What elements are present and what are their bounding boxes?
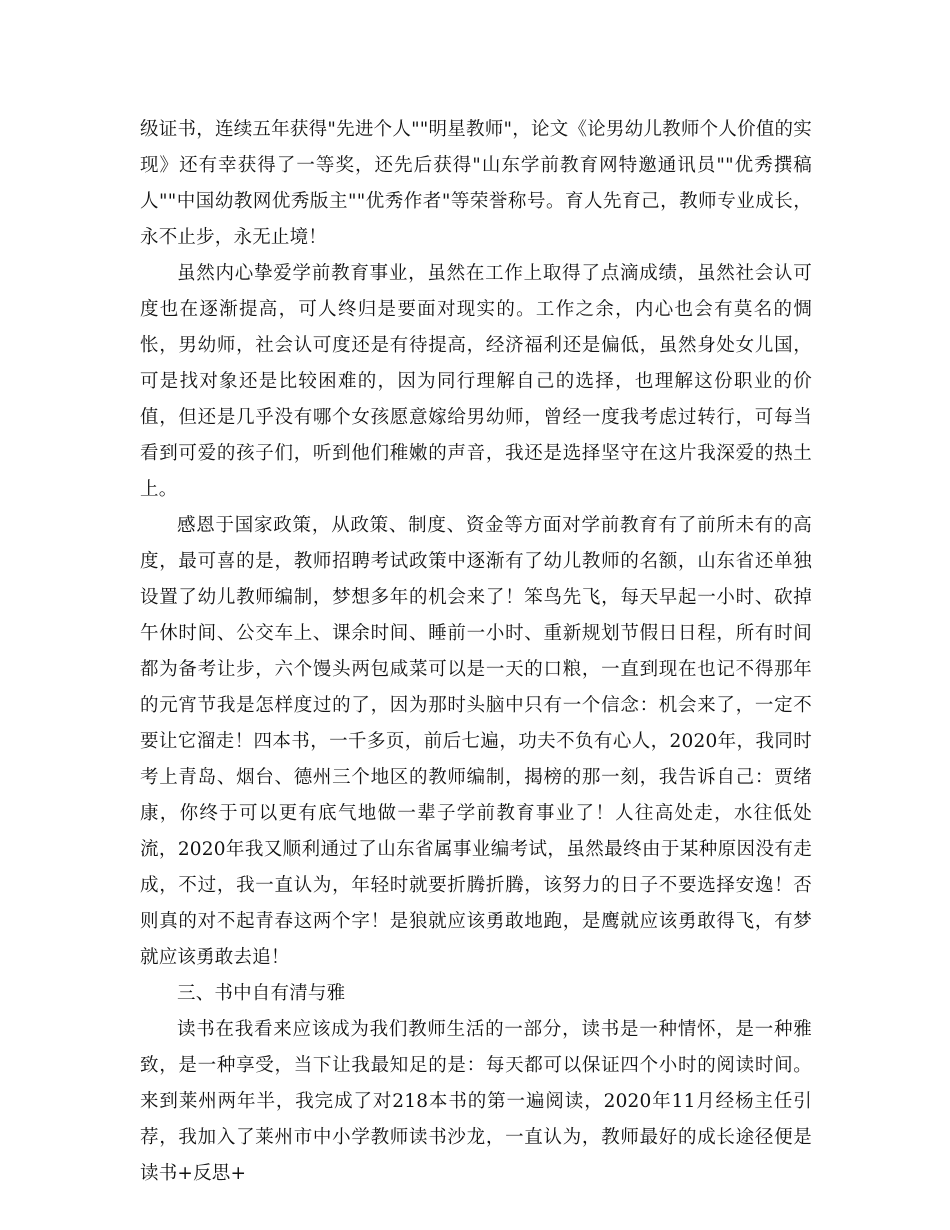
document-body	[140, 112, 812, 1192]
paragraph-reading: 读书在我看来应该成为我们教师生活的一部分，读书是一种情怀，是一种雅致，是一种享受，当下让我最知足的是：每天都可以保证四个小时的阅读时间。来到莱州两年半，我完成了对218本书的第一遍阅读，2020年11月经杨主任引荐，我加入了莱州市中小学教师读书沙龙，一直认为，教师最好的成长途径便是读书+反思+	[140, 1019, 812, 1184]
paragraph-reality: 虽然内心挚爱学前教育事业，虽然在工作上取得了点滴成绩，虽然社会认可度也在逐渐提高，可人终归是要面对现实的。工作之余，内心也会有莫名的惆怅，男幼师，社会认可度还是有待提高，经济福利还是偏低，虽然身处女儿国，可是找对象还是比较困难的，因为同行理解自己的选择，也理解这份职业的价值，但还是几乎没有哪个女孩愿意嫁给男幼师，曾经一度我考虑过转行，可每当看到可爱的孩子们，听到他们稚嫩的声音，我还是选择坚守在这片我深爱的热土上。	[140, 263, 812, 500]
paragraph-exam: 感恩于国家政策，从政策、制度、资金等方面对学前教育有了前所未有的高度，最可喜的是，教师招聘考试政策中逐渐有了幼儿教师的名额，山东省还单独设置了幼儿教师编制，梦想多年的机会来了！笨鸟先飞，每天早起一小时、砍掉午休时间、公交车上、课余时间、睡前一小时、重新规划节假日日程，所有时间都为备考让步，六个馒头两包咸菜可以是一天的口粮，一直到现在也记不得那年的元宵节我是怎样度过的了，因为那时头脑中只有一个信念：机会来了，一定不要让它溜走！四本书，一千多页，前后七遍，功夫不负有心人，2020年，我同时考上青岛、烟台、德州三个地区的教师编制，揭榜的那一刻，我告诉自己：贾绪康，你终于可以更有底气地做一辈子学前教育事业了！人往高处走，水往低处流，2020年我又顺利通过了山东省属事业编考试，虽然最终由于某种原因没有走成，不过，我一直认为，年轻时就要折腾折腾，该努力的日子不要选择安逸！否则真的对不起青春这两个字！是狼就应该勇敢地跑，是鹰就应该勇敢得飞，有梦就应该勇敢去追！	[140, 515, 812, 968]
section-heading: 三、书中自有清与雅	[177, 983, 346, 1004]
paragraph-honors: 级证书，连续五年获得"先进个人""明星教师"，论文《论男幼儿教师个人价值的实现》还有幸获得了一等奖，还先后获得"山东学前教育网特邀通讯员""优秀撰稿人""中国幼教网优秀版主""优秀作者"等荣誉称号。育人先育己，教师专业成长，永不止步，永无止境！	[140, 119, 812, 248]
